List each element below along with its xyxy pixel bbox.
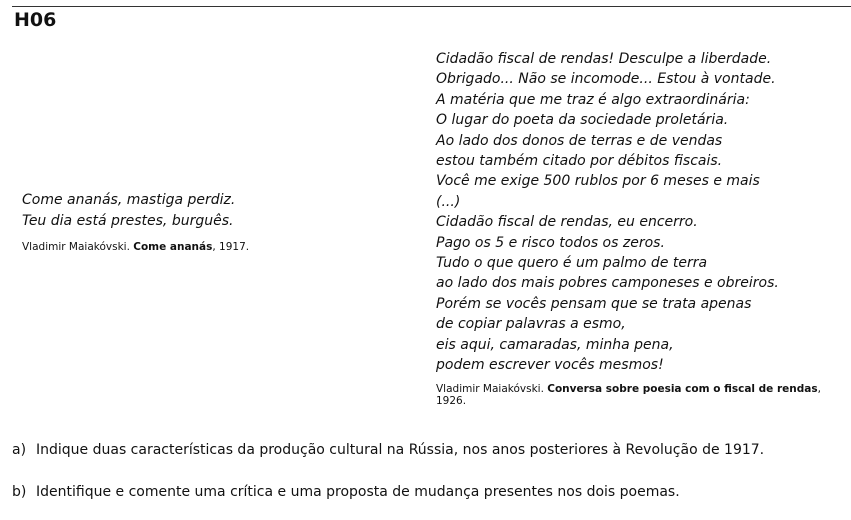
poem2-line: Obrigado... Não se incomode... Estou à vontade. [436,71,776,88]
poem2-work: Conversa sobre poesia com o fiscal de rendas [547,383,818,395]
poem2-year: , 1926. [436,383,821,407]
poem2-line: eis aqui, camaradas, minha pena, [436,336,674,353]
question-b-label: b) [12,484,27,500]
poem2-author: Vladimir Maiakóvski. [436,383,544,395]
question-a [12,442,764,458]
question-a-text: Indique duas características da produção cultural na Rússia, nos anos posteriores à Revolução de 1917. [36,442,765,458]
poem2-line: Porém se vocês pensam que se trata apenas [436,295,752,312]
poem2-line: A matéria que me traz é algo extraordinária: [436,91,750,108]
poem2-line: Ao lado dos donos de terras e de vendas [436,132,723,149]
poem1-author: Vladimir Maiakóvski. [22,241,130,253]
question-b [12,484,680,500]
poem2-line: estou também citado por débitos fiscais. [436,153,723,170]
poem2-line: Você me exige 500 rublos por 6 meses e mais [436,173,760,190]
poem2-line: Cidadão fiscal de rendas, eu encerro. [436,214,698,231]
poem1-year: , 1917. [212,241,250,253]
question-b-text: Identifique e comente uma crítica e uma proposta de mudança presentes nos dois poemas. [36,484,680,500]
poem1-line: Teu dia está prestes, burguês. [22,212,234,229]
poem2-line: de copiar palavras a esmo, [436,316,626,333]
poem-come-ananas [22,190,235,231]
poem2-line: (...) [436,193,461,210]
poem2-line: ao lado dos mais pobres camponeses e obreiros. [436,275,779,292]
poem2-line: Pago os 5 e risco todos os zeros. [436,234,665,251]
poem-conversa [436,49,779,376]
question-code: H06 [14,9,57,31]
poem2-source [436,383,851,407]
poem2-line: Tudo o que quero é um palmo de terra [436,255,708,272]
poem1-line: Come ananás, mastiga perdiz. [22,192,236,208]
poem2-line: podem escrever vocês mesmos! [436,357,664,374]
poem2-line: Cidadão fiscal de rendas! Desculpe a liberdade. [436,51,772,67]
poem1-source [22,241,249,253]
question-a-label: a) [12,442,27,458]
poem1-work: Come ananás [133,241,213,253]
poem2-line: O lugar do poeta da sociedade proletária. [436,112,729,129]
top-rule [12,6,851,7]
